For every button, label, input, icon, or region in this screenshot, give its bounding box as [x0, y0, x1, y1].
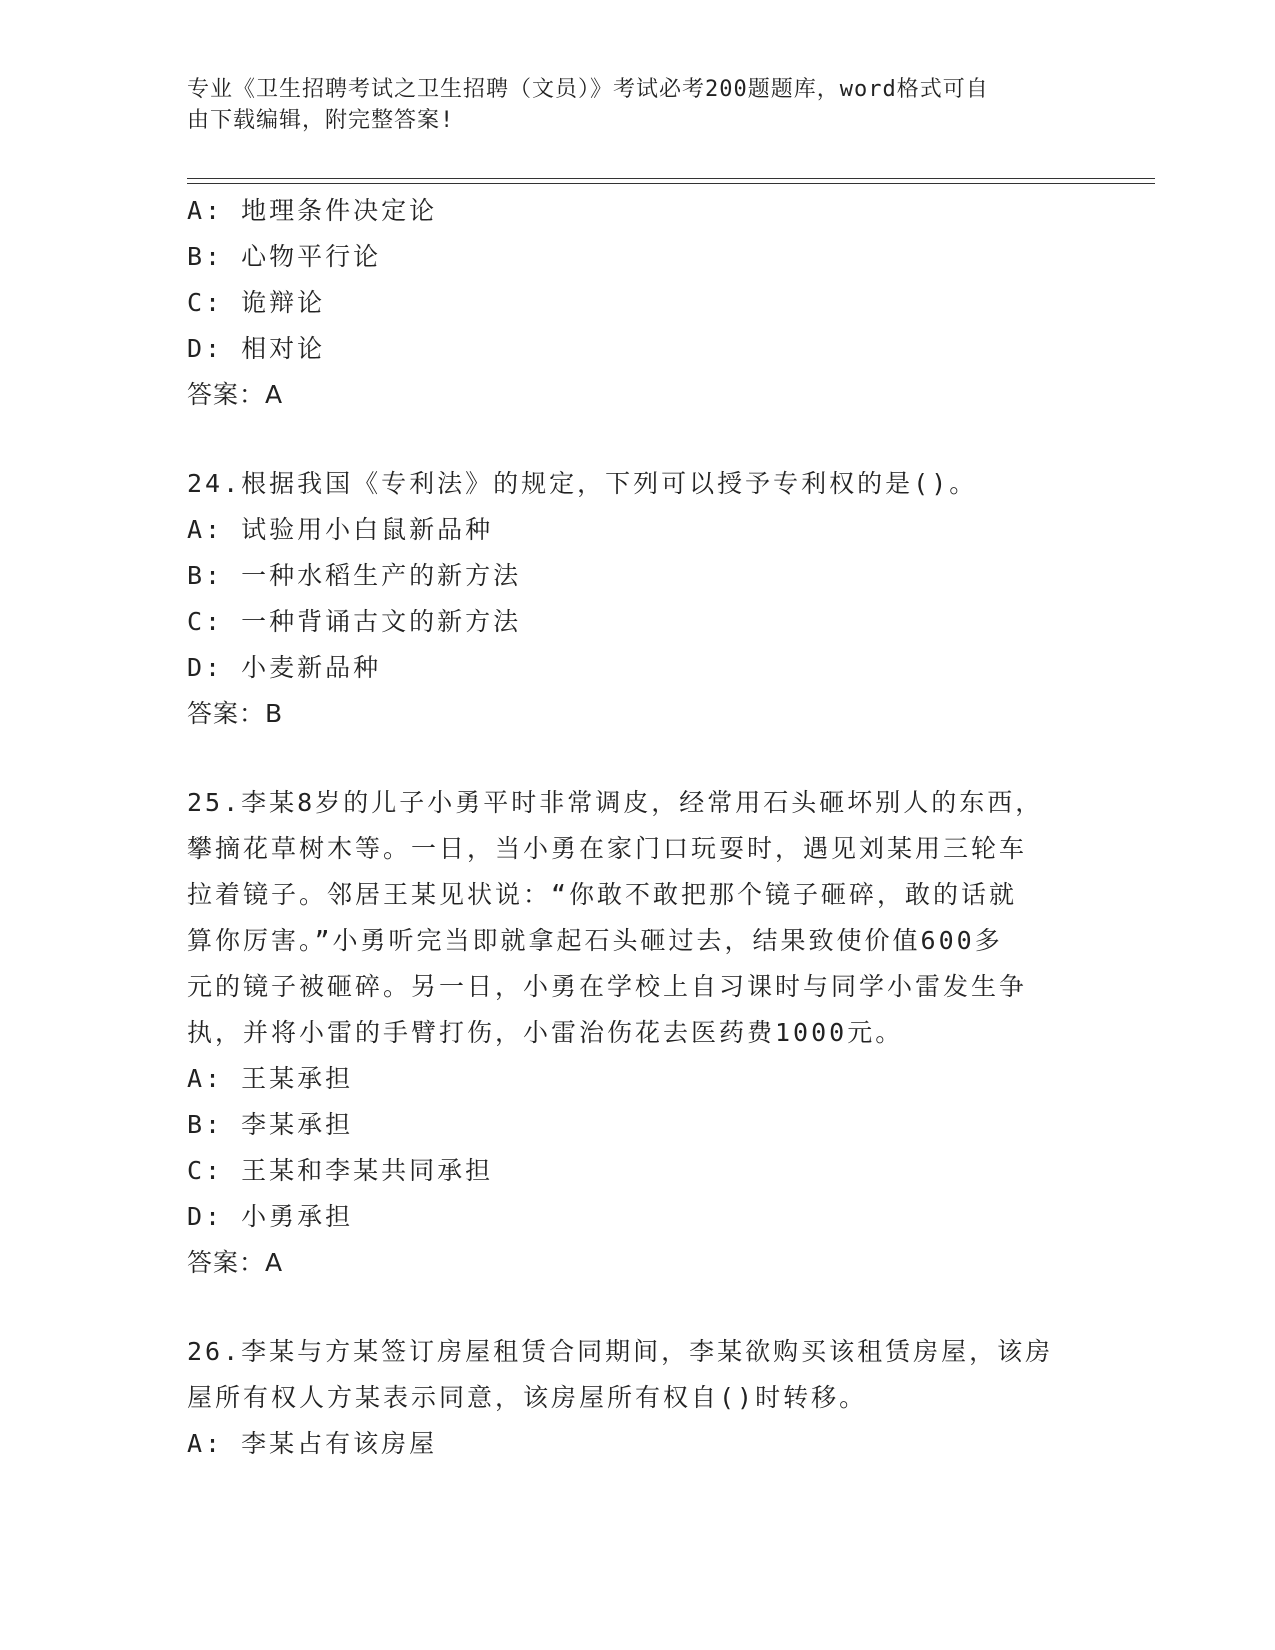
- answer-line: 答案：A: [187, 1248, 284, 1277]
- question-24: [187, 461, 1087, 737]
- question-stem-line: 算你厉害。”小勇听完当即就拿起石头砸过去，结果致使价值600多: [187, 926, 1003, 955]
- question-stem-line: 25.李某8岁的儿子小勇平时非常调皮，经常用石头砸坏别人的东西，: [187, 788, 1044, 817]
- question-26: [187, 1329, 1087, 1467]
- question-spacer: [187, 418, 1087, 461]
- question-list: [187, 188, 1087, 1467]
- header-line-2: 由下载编辑，附完整答案!: [187, 108, 455, 133]
- option-b: B: 心物平行论: [187, 242, 382, 271]
- question-stem-line: 拉着镜子。邻居王某见状说：“你敢不敢把那个镜子砸碎，敢的话就: [187, 880, 1018, 909]
- header-divider-top: [187, 178, 1155, 179]
- option-c: C: 诡辩论: [187, 288, 326, 317]
- option-b: B: 一种水稻生产的新方法: [187, 561, 522, 590]
- option-a: A: 李某占有该房屋: [187, 1429, 438, 1458]
- question-stem-line: 元的镜子被砸碎。另一日，小勇在学校上自习课时与同学小雷发生争: [187, 972, 1028, 1001]
- document-header: [187, 74, 1067, 136]
- option-d: D: 相对论: [187, 334, 326, 363]
- option-a: A: 地理条件决定论: [187, 196, 438, 225]
- question-stem-line: 26.李某与方某签订房屋租赁合同期间，李某欲购买该租赁房屋，该房: [187, 1337, 1054, 1366]
- question-stem-line: 屋所有权人方某表示同意，该房屋所有权自()时转移。: [187, 1383, 868, 1412]
- option-c: C: 王某和李某共同承担: [187, 1156, 494, 1185]
- question-stem-line: 执，并将小雷的手臂打伤，小雷治伤花去医药费1000元。: [187, 1018, 904, 1047]
- header-line-1: 专业《卫生招聘考试之卫生招聘（文员）》考试必考200题题库，word格式可自: [187, 77, 989, 102]
- question-stem: 24.根据我国《专利法》的规定，下列可以授予专利权的是()。: [187, 469, 978, 498]
- question-23: [187, 188, 1087, 418]
- question-spacer: [187, 737, 1087, 780]
- question-stem-line: 攀摘花草树木等。一日，当小勇在家门口玩耍时，遇见刘某用三轮车: [187, 834, 1028, 863]
- question-spacer: [187, 1286, 1087, 1329]
- option-b: B: 李某承担: [187, 1110, 354, 1139]
- option-a: A: 试验用小白鼠新品种: [187, 515, 494, 544]
- answer-line: 答案：B: [187, 699, 284, 728]
- option-a: A: 王某承担: [187, 1064, 354, 1093]
- question-25: [187, 780, 1087, 1286]
- option-c: C: 一种背诵古文的新方法: [187, 607, 522, 636]
- answer-line: 答案：A: [187, 380, 284, 409]
- option-d: D: 小麦新品种: [187, 653, 382, 682]
- option-d: D: 小勇承担: [187, 1202, 354, 1231]
- header-divider-bottom: [187, 183, 1155, 184]
